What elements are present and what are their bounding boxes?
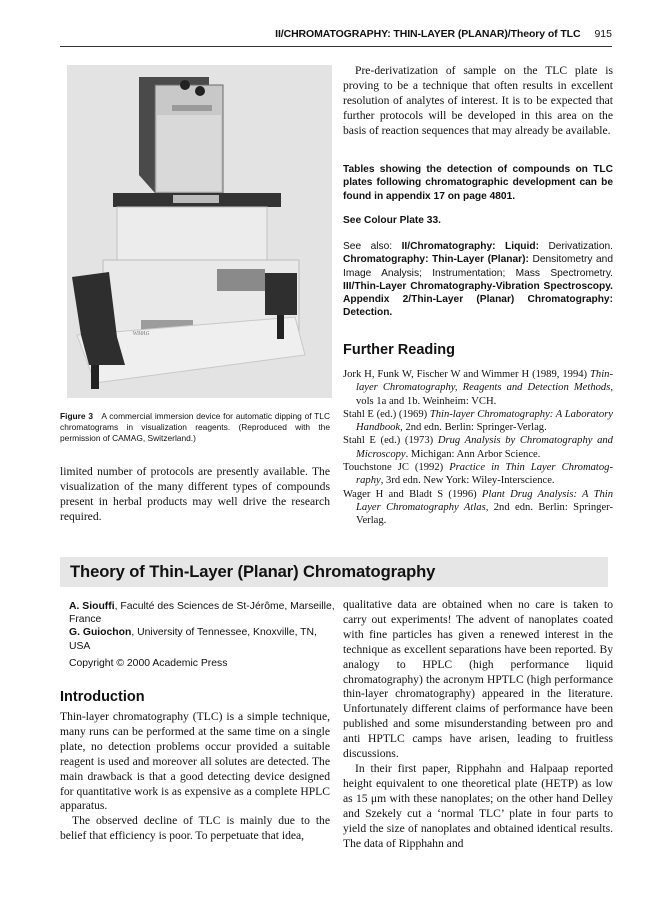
- author-affiliation: , University of Tennessee, Knoxville, TN, USA: [69, 627, 317, 652]
- introduction-heading: Introduction: [60, 689, 145, 705]
- figure-label: Figure 3: [60, 411, 94, 421]
- reference-title: Drug Analysis by Chromatography and Microscopy: [356, 435, 613, 460]
- copyright-notice: Copyright © 2000 Academic Press: [69, 658, 228, 669]
- tables-note: Tables showing the detection of compounds on TLC plates following chromatographic development can be found in appendix 17 on page 4801.: [343, 164, 613, 202]
- side-motor: [217, 269, 265, 291]
- reference-title: Thin-layer Chromatography: A Laboratory Handbook: [356, 408, 613, 434]
- reference-details: , 3rd edn. New York: Wiley-Interscience.: [380, 475, 555, 487]
- body-paragraph: In their first paper, Ripphahn and Halpaap reported height equivalent to one theoretical plate (HETP) as low as 15 μm with these nanoplates; on the other hand Delley and Szekely cut a ‘normal TLC’ plate in four parts to yield the size of nanoplates and obtained identical results. The data of Ripphahn and: [343, 761, 613, 850]
- immersion-device-illustration: [67, 65, 332, 398]
- camag-logo-text: ᴡᴍᴧɢ: [133, 328, 150, 337]
- author-name: G. Guiochon: [69, 627, 132, 639]
- reference-authors: Stahl E (ed.) (1969): [343, 408, 430, 420]
- reference-item: [343, 488, 613, 528]
- reference-item: [343, 434, 613, 461]
- reference-list: [343, 368, 613, 528]
- body-paragraph: qualitative data are obtained when no care is taken to carry out experiments! The advent of nanoplates coated with fine particles has given a renewed interest in the technique as excellent separations have been reported. By analogy to HPLC (high performance liquid chromatography) the acronym HPTLC (high performance thin-layer chromatography) appeared in the literature. Unfortunately different claims of performance have been published and some misunderstanding between pro and anti HPTLC camps have arisen, leading to fruitless discussions.: [343, 598, 613, 761]
- reference-item: [343, 461, 613, 488]
- section-title: Theory of Thin-Layer (Planar) Chromatography: [70, 562, 436, 581]
- reference-authors: Touchstone JC (1992): [343, 462, 450, 474]
- body-paragraph: Thin-layer chromatography (TLC) is a simple technique, many runs can be performed at the same time on a single plate, no detection problems occur provided a suitable reagent is used and moreover all solutes are detected. The main drawback is that a good detecting device designed for quantitative work is as expensive as a complete HPLC apparatus.: [60, 710, 330, 813]
- figure-caption-text: A commercial immersion device for automatic dipping of TLC chromatograms in visualization reagents. (Reproduced with the permission of CAMAG, Switzerland.): [60, 411, 331, 444]
- see-also: [343, 240, 613, 320]
- right-corner-block: [265, 273, 297, 315]
- see-also-link[interactable]: II/Chromatography: Liquid:: [401, 241, 539, 252]
- author-name: A. Siouffi: [69, 601, 115, 612]
- reference-details: , 2nd edn. Berlin: Springer-Verlag.: [356, 501, 613, 527]
- reference-title: Thin-layer Chromatography, Reagents and Detection Methods: [356, 369, 613, 394]
- control-knob: [195, 86, 205, 96]
- left-column-continuation: limited number of protocols are presently available. The visualization of the many different types of compounds present in herbal products may well drive the research required.: [60, 465, 330, 523]
- author-list: [69, 600, 339, 653]
- introduction-body: [60, 710, 330, 844]
- control-knob: [180, 80, 190, 90]
- see-also-link[interactable]: III/Thin-Layer Chromatography-Vibration Spectroscopy. Appendix 2/Thin-Layer (Planar) Chromatography: Detection.: [343, 280, 613, 319]
- running-header-title: II/CHROMATOGRAPHY: THIN-LAYER (PLANAR)/Theory of TLC: [275, 28, 581, 40]
- section-banner: [60, 557, 608, 587]
- reference-authors: Jork H, Funk W, Fischer W and Wimmer H (1989, 1994): [343, 369, 591, 380]
- reference-details: , 2nd edn. Berlin: Springer-Verlag.: [400, 422, 547, 434]
- reference-details: , vols 1a and 1b. Weinheim: VCH.: [356, 382, 613, 407]
- reference-authors: Stahl E (ed.) (1973): [343, 435, 438, 447]
- see-also-topics: Derivatization.: [538, 241, 613, 252]
- housing-panel: [157, 115, 221, 191]
- author-affiliation: , Faculté des Sciences de St-Jérôme, Marseille, France: [69, 601, 335, 626]
- reference-item: [343, 368, 613, 408]
- see-also-link[interactable]: Chromatography: Thin-Layer (Planar):: [343, 254, 529, 266]
- pre-derivatization-paragraph: Pre-derivatization of sample on the TLC plate is proving to be a technique that often results in excellent resolution of analytes of interest. It is to be expected that further protocols will be developed in this area on the basis of reaction sequences that may already be available.: [343, 64, 613, 137]
- page-number: 915: [594, 28, 612, 40]
- housing-label: [172, 105, 212, 111]
- running-header: [60, 28, 612, 47]
- left-foot: [91, 365, 99, 389]
- colour-plate-link[interactable]: See Colour Plate 33.: [343, 215, 441, 226]
- holder-bar-clip: [173, 195, 219, 203]
- right-column-top: [343, 64, 613, 139]
- reference-title: Practice in Thin Layer Chromatography: [356, 462, 613, 487]
- reference-details: . Michigan: Ann Arbor Science.: [405, 448, 541, 460]
- body-paragraph: The observed decline of TLC is mainly due to the belief that efficiency is poor. To perpetuate that idea,: [60, 814, 330, 843]
- further-reading-heading: Further Reading: [343, 342, 455, 358]
- author-entry: [69, 626, 339, 652]
- figure-caption: [60, 411, 330, 445]
- reference-authors: Wager H and Bladt S (1996): [343, 488, 482, 500]
- see-also-prefix: See also:: [343, 241, 402, 252]
- see-also-topics: Densitometry and Image Analysis; Instrumentation; Mass Spectrometry.: [343, 254, 614, 279]
- figure-3-image: [67, 65, 332, 398]
- reference-item: [343, 408, 613, 435]
- right-column-body: [343, 598, 613, 851]
- reference-title: Plant Drug Analysis: A Thin Layer Chromatography Atlas: [356, 488, 613, 513]
- right-foot: [277, 315, 284, 339]
- author-entry: [69, 600, 339, 626]
